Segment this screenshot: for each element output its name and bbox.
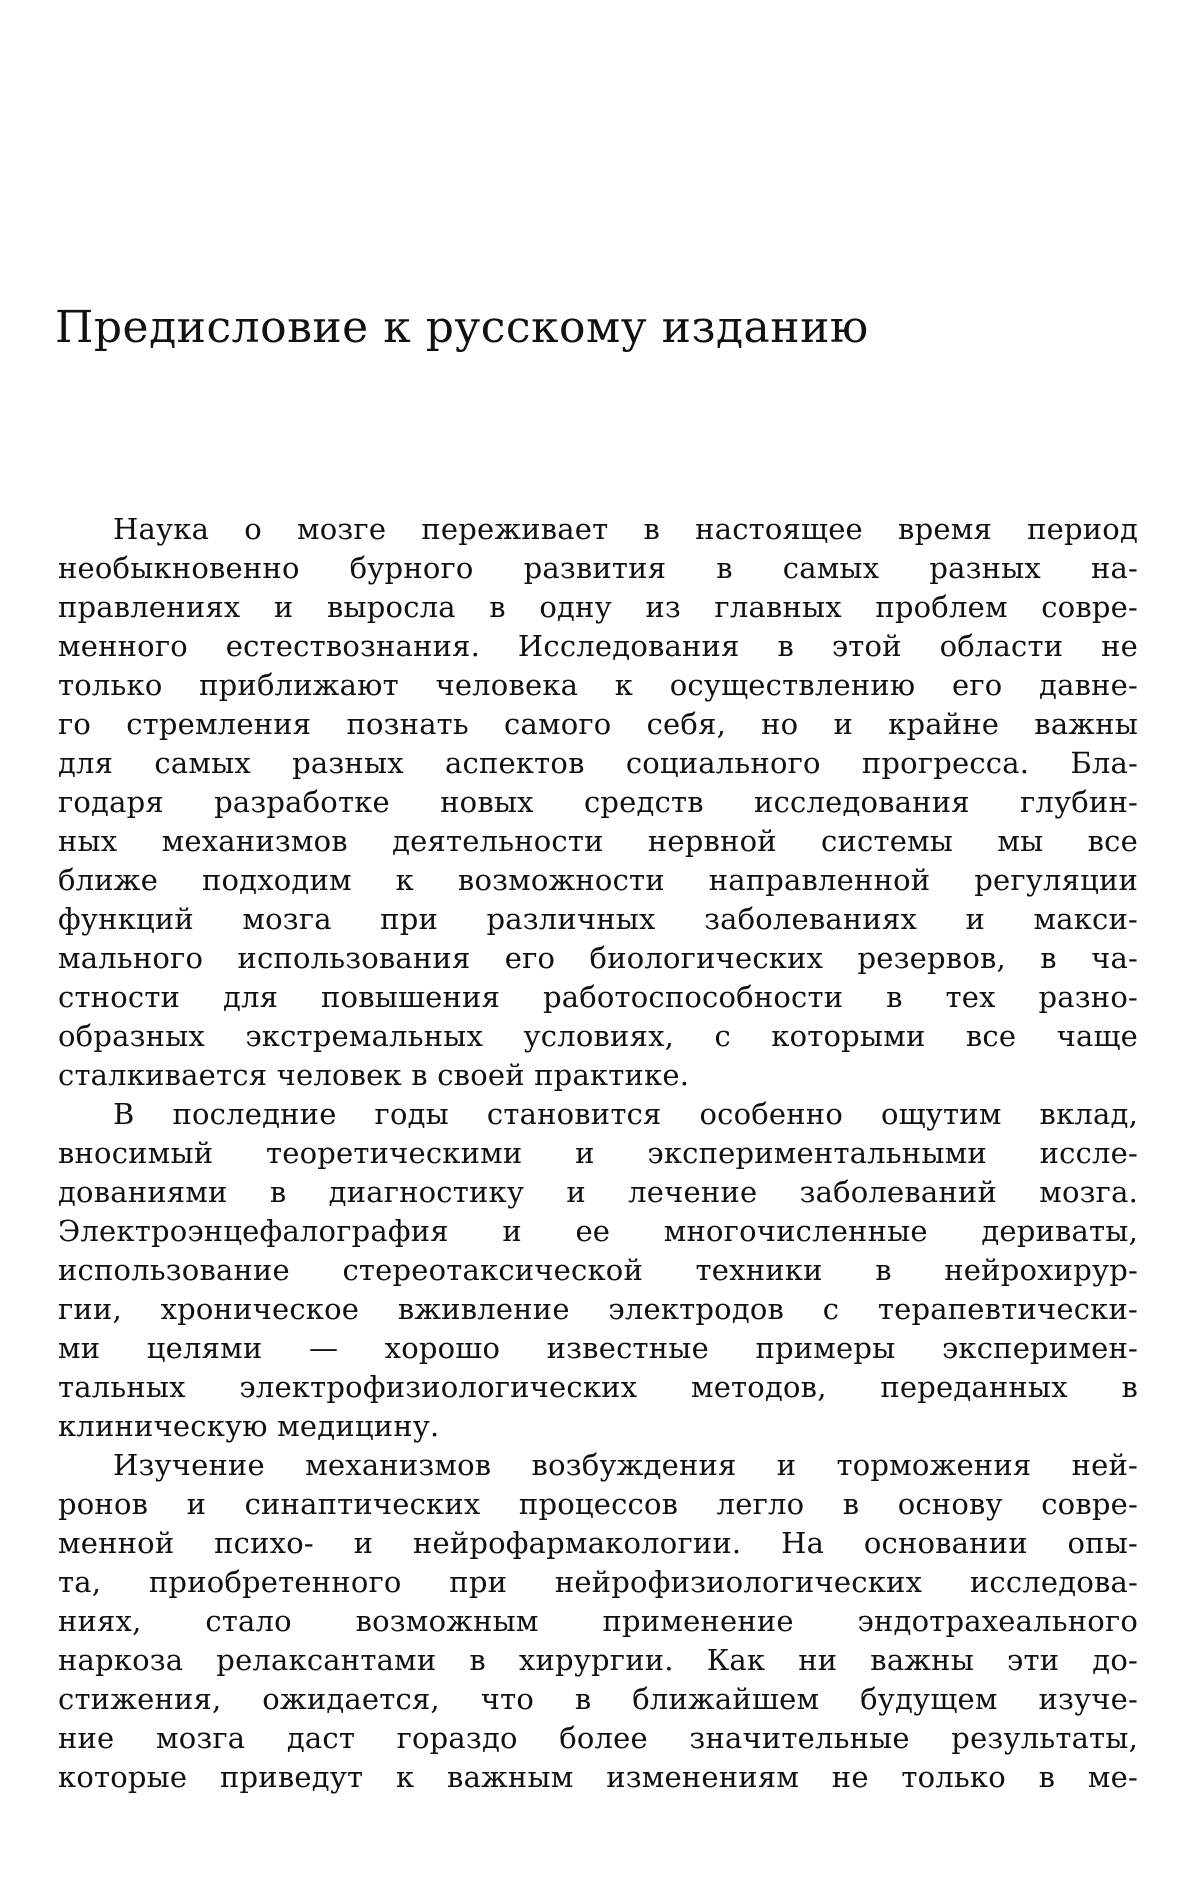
text-line: ниях, стало возможным применение эндотрахеального <box>58 1604 1138 1638</box>
body-text <box>58 510 1138 1797</box>
text-line: для самых разных аспектов социального прогресса. Бла- <box>58 746 1138 780</box>
text-line: ближе подходим к возможности направленной регуляции <box>58 863 1138 897</box>
text-line: В последние годы становится особенно ощутим вклад, <box>113 1097 1138 1131</box>
text-line: образных экстремальных условиях, с которыми все чаще <box>58 1019 1138 1053</box>
text-line: та, приобретенного при нейрофизиологических исследова- <box>58 1565 1138 1599</box>
text-line: тальных электрофизиологических методов, переданных в <box>58 1370 1138 1404</box>
text-line: использование стереотаксической техники в нейрохирур- <box>58 1253 1138 1287</box>
text-line: клиническую медицину. <box>58 1409 440 1443</box>
text-line: менного естествознания. Исследования в этой области не <box>58 629 1138 663</box>
page-title: Предисловие к русскому изданию <box>55 302 869 353</box>
text-line: стижения, ожидается, что в ближайшем будущем изуче- <box>58 1682 1138 1716</box>
text-line: вносимый теоретическими и экспериментальными иссле- <box>58 1136 1138 1170</box>
text-line: стности для повышения работоспособности в тех разно- <box>58 980 1138 1014</box>
text-line: гии, хроническое вживление электродов с терапевтически- <box>58 1292 1138 1326</box>
text-line: мального использования его биологических резервов, в ча- <box>58 941 1138 975</box>
text-line: ронов и синаптических процессов легло в основу совре- <box>58 1487 1138 1521</box>
text-line: функций мозга при различных заболеваниях и макси- <box>58 902 1138 936</box>
text-line: ных механизмов деятельности нервной системы мы все <box>58 824 1138 858</box>
text-line: Электроэнцефалография и ее многочисленные дериваты, <box>58 1214 1138 1248</box>
text-line: ми целями — хорошо известные примеры эксперимен- <box>58 1331 1138 1365</box>
paragraph-1 <box>58 510 1138 1095</box>
text-line: необыкновенно бурного развития в самых разных на- <box>58 551 1138 585</box>
text-line: годаря разработке новых средств исследования глубин- <box>58 785 1138 819</box>
paragraph-2 <box>58 1095 1138 1446</box>
text-line: Наука о мозге переживает в настоящее время период <box>113 512 1138 546</box>
text-line: наркоза релаксантами в хирургии. Как ни важны эти до- <box>58 1643 1138 1677</box>
text-line: только приближают человека к осуществлению его давне- <box>58 668 1138 702</box>
text-line: которые приведут к важным изменениям не только в ме- <box>58 1760 1138 1794</box>
text-line: сталкивается человек в своей практике. <box>58 1058 690 1092</box>
text-line: правлениях и выросла в одну из главных проблем совре- <box>58 590 1138 624</box>
text-line: ние мозга даст гораздо более значительные результаты, <box>58 1721 1138 1755</box>
text-line: дованиями в диагностику и лечение заболеваний мозга. <box>58 1175 1138 1209</box>
paragraph-3 <box>58 1446 1138 1797</box>
text-line: Изучение механизмов возбуждения и торможения ней- <box>113 1448 1138 1482</box>
text-line: менной психо- и нейрофармакологии. На основании опы- <box>58 1526 1138 1560</box>
text-line: го стремления познать самого себя, но и крайне важны <box>58 707 1138 741</box>
